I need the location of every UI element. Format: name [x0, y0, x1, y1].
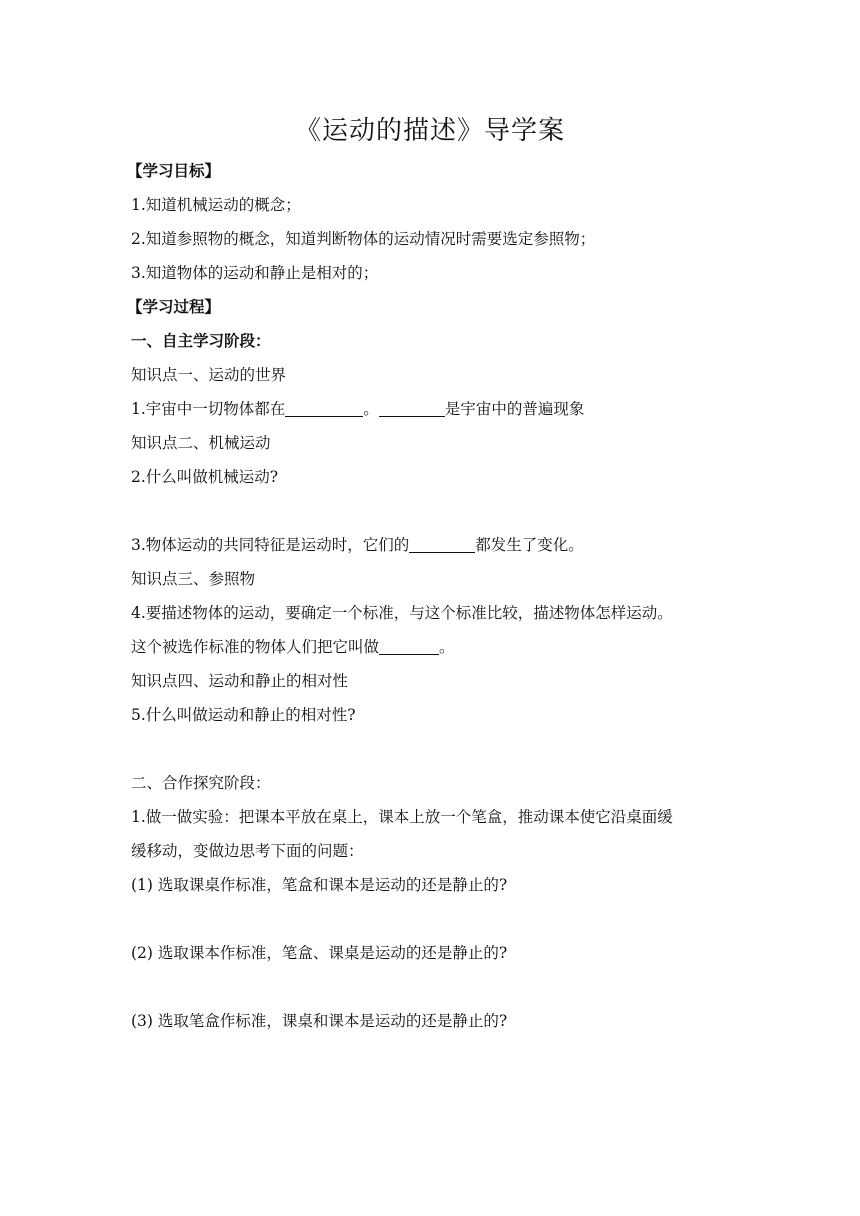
- question-4-text-b: 这个被选作标准的物体人们把它叫做: [131, 638, 380, 656]
- sub-question-2: (2) 选取课本作标准，笔盒、课桌是运动的还是静止的?: [131, 944, 508, 962]
- question-4-blank[interactable]: [379, 636, 439, 655]
- question-4-line-2: [131, 630, 741, 664]
- objectives-heading: 【学习目标】: [127, 162, 221, 180]
- objective-item-1: 1.知道机械运动的概念；: [131, 196, 301, 214]
- knowledge-point-4: 知识点四、运动和静止的相对性: [131, 672, 349, 690]
- question-1-text-b: 。: [363, 400, 379, 418]
- answer-space: [131, 970, 741, 1004]
- question-3-text-a: 3.物体运动的共同特征是运动时，它们的: [131, 536, 410, 554]
- document-title: 《运动的描述》导学案: [294, 116, 565, 146]
- question-1: [131, 392, 741, 426]
- answer-space: [131, 732, 741, 766]
- question-4-line-1: 4.要描述物体的运动，要确定一个标准，与这个标准比较，描述物体怎样运动。: [131, 604, 673, 622]
- question-3-text-b: 都发生了变化。: [475, 536, 584, 554]
- question-1-text-c: 是宇宙中的普遍现象: [444, 400, 585, 418]
- knowledge-point-3: 知识点三、参照物: [131, 570, 256, 588]
- sub-question-1: (1) 选取课桌作标准，笔盒和课本是运动的还是静止的?: [131, 876, 508, 894]
- experiment-line-2: 缓移动，变做边思考下面的问题：: [131, 842, 364, 860]
- sub-question-3: (3) 选取笔盒作标准，课桌和课本是运动的还是静止的?: [131, 1012, 508, 1030]
- document-body: [127, 154, 741, 1038]
- experiment-line-1: 1.做一做实验：把课本平放在桌上，课本上放一个笔盒，推动课本使它沿桌面缓: [131, 808, 673, 826]
- question-2: 2.什么叫做机械运动?: [131, 468, 279, 486]
- question-1-blank-2[interactable]: [379, 398, 445, 417]
- question-4-text-c: 。: [439, 638, 455, 656]
- stage1-heading: 一、自主学习阶段：: [131, 332, 271, 350]
- objective-item-3: 3.知道物体的运动和静止是相对的；: [131, 264, 379, 282]
- question-3: [131, 528, 741, 562]
- question-3-blank[interactable]: [409, 534, 475, 553]
- question-1-blank-1[interactable]: [285, 398, 363, 417]
- answer-space: [131, 494, 741, 528]
- question-1-text-a: 1.宇宙中一切物体都在: [131, 400, 286, 418]
- answer-space: [131, 902, 741, 936]
- stage2-heading: 二、合作探究阶段：: [131, 774, 271, 792]
- knowledge-point-1: 知识点一、运动的世界: [131, 366, 287, 384]
- objective-item-2: 2.知道参照物的概念，知道判断物体的运动情况时需要选定参照物；: [131, 230, 596, 248]
- process-heading: 【学习过程】: [127, 298, 221, 316]
- knowledge-point-2: 知识点二、机械运动: [131, 434, 271, 452]
- question-5: 5.什么叫做运动和静止的相对性?: [131, 706, 356, 724]
